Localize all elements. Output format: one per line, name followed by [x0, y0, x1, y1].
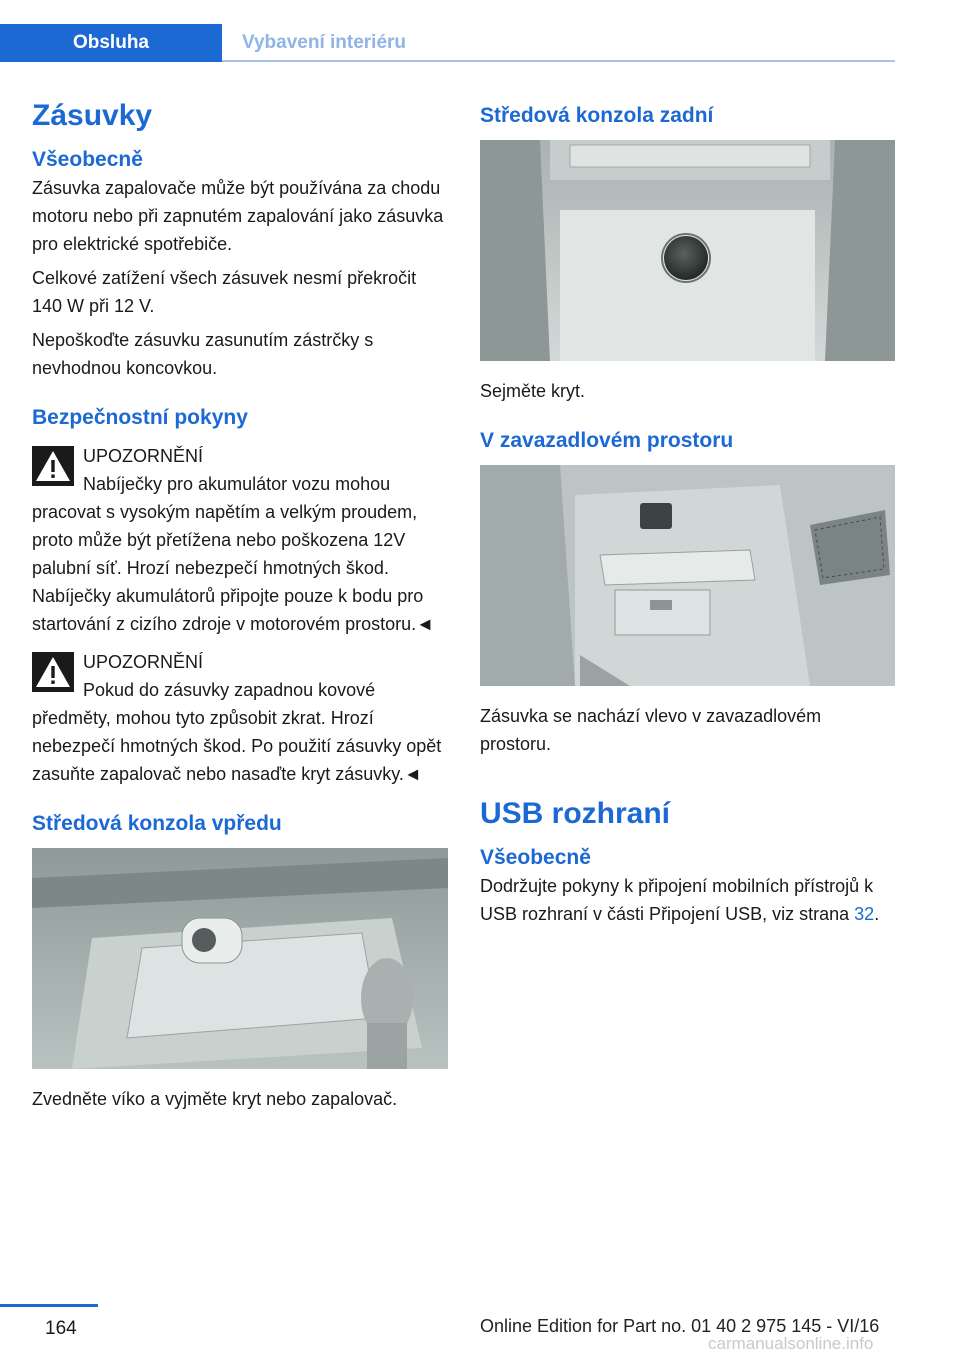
- warning-2-text: Pokud do zásuvky zapadnou kovové předměty, mohou tyto způsobit zkrat. Hrozí nebezpečí hmotných škod. Po použití zásuvky opět zasuňte zapalovač nebo nasaďte kryt zásuvky.◄: [32, 680, 442, 784]
- warning-1-text: Nabíječky pro akumulátor vozu mohou pracovat s vysokým napětím a velkým proudem, proto může být přetížena nebo poškozena 12V palubní síť. Hrozí nebezpečí hmotných škod. Nabíječky akumulátorů připojte pouze k bodu pro startování z cizího zdroje v motorovém prostoru.◄: [32, 474, 434, 634]
- page-number: 164: [45, 1318, 77, 1339]
- heading-usb-general: Všeobecně: [480, 846, 591, 869]
- chapter-header: [0, 24, 895, 62]
- warning-triangle-icon: [32, 652, 74, 692]
- section-title-usb: USB rozhraní: [480, 797, 671, 830]
- paragraph-usb: Dodržujte pokyny k připojení mobilních přístrojů k USB rozhraní v části Připojení USB, viz strana 32.: [480, 876, 880, 924]
- right-column: [480, 96, 896, 934]
- tab-obsluha[interactable]: Obsluha: [0, 24, 222, 62]
- warning-box-2: [32, 648, 448, 788]
- caption-rear-console: Sejměte kryt.: [480, 381, 586, 401]
- heading-front-console: Středová konzola vpředu: [32, 812, 282, 835]
- front-console-photo: [32, 848, 448, 1069]
- caption-front-console: Zvedněte víko a vyjměte kryt nebo zapalovač.: [32, 1089, 398, 1109]
- heading-trunk: V zavazadlovém prostoru: [480, 429, 734, 452]
- left-column: [32, 96, 448, 1119]
- section-title-zasuvky: Zásuvky: [32, 99, 153, 132]
- caption-trunk: Zásuvka se nachází vlevo v zavazadlovém prostoru.: [480, 706, 822, 754]
- heading-rear-console: Středová konzola zadní: [480, 104, 714, 127]
- footer-rule: [0, 1304, 98, 1307]
- warning-triangle-icon: [32, 446, 74, 486]
- paragraph-general-3: Nepoškoďte zásuvku zasunutím zástrčky s nevhodnou koncovkou.: [32, 330, 374, 378]
- watermark: carmanualsonline.info: [708, 1334, 874, 1353]
- warning-box-1: [32, 442, 448, 638]
- edition-info: Online Edition for Part no. 01 40 2 975 145 - VI/16: [480, 1316, 880, 1336]
- paragraph-general-2: Celkové zatížení všech zásuvek nesmí překročit 140 W při 12 V.: [32, 268, 417, 316]
- warning-1-title: UPOZORNĚNÍ: [83, 446, 204, 466]
- header-rule: [222, 60, 895, 62]
- page-reference-link[interactable]: 32: [854, 904, 875, 924]
- trunk-socket-photo: [480, 465, 895, 686]
- heading-safety: Bezpečnostní pokyny: [32, 406, 248, 429]
- warning-2-title: UPOZORNĚNÍ: [83, 652, 204, 672]
- paragraph-general-1: Zásuvka zapalovače může být používána za chodu motoru nebo při zapnutém zapalování jako zásuvka pro elektrické spotřebiče.: [32, 178, 444, 254]
- heading-general: Všeobecně: [32, 148, 143, 171]
- tab-vybaveni-interieru[interactable]: Vybavení interiéru: [242, 32, 407, 53]
- rear-console-photo: [480, 140, 895, 361]
